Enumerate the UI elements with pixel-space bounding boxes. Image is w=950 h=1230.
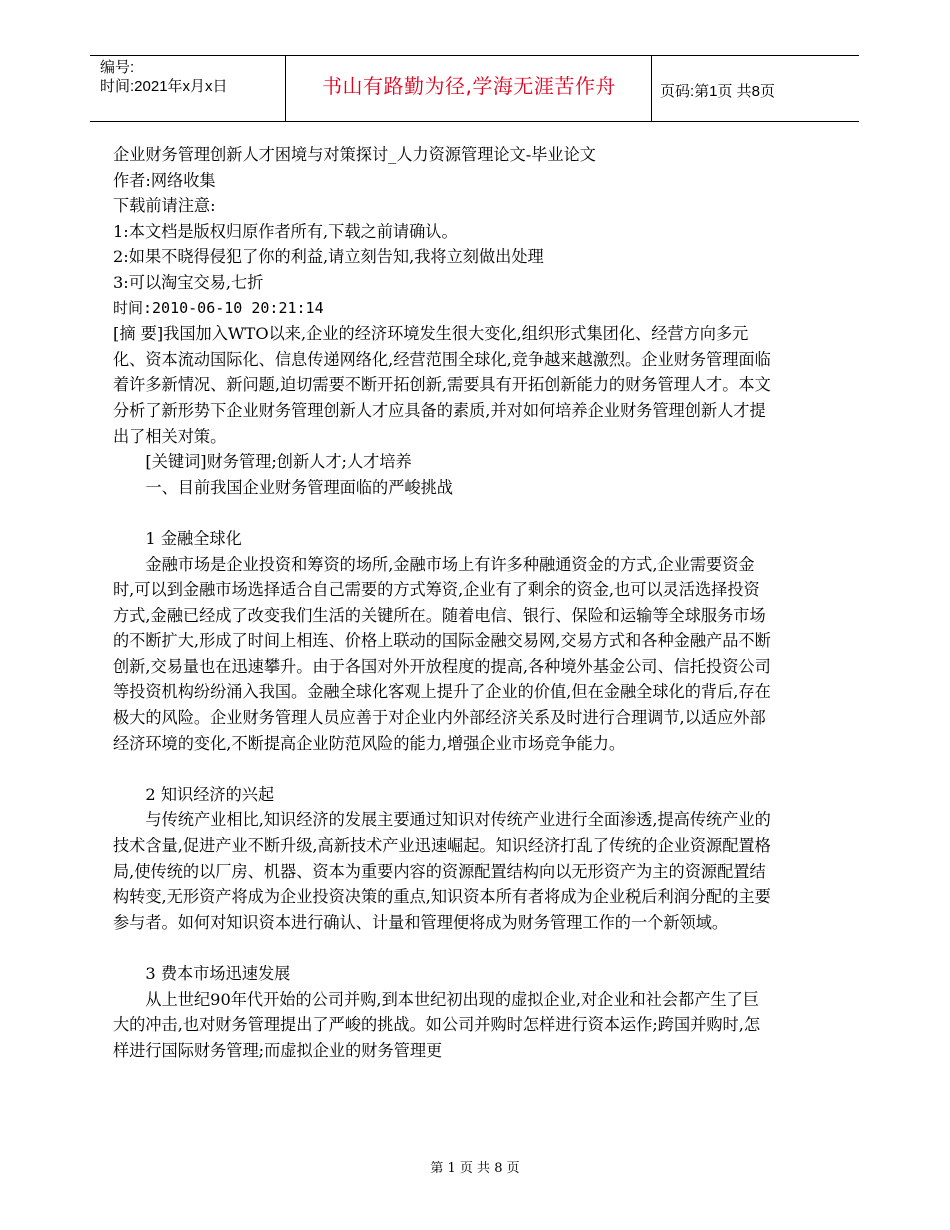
notice-item-2: 2:如果不晓得侵犯了你的利益,请立刻告知,我将立刻做出处理 — [113, 247, 544, 267]
paragraph-1: 金融市场是企业投资和筹资的场所,金融市场上有许多种融通资金的方式,企业需要资金时,可以到金融市场选择适合自己需要的方式筹资,企业有了剩余的资金,也可以灵活选择投资方式,金融已经成了改变我们生活的关键所在。随着电信、银行、保险和运输等全球服务市场的不断扩大,形成了时间上相连、价格上联动的国际金融交易网,交易方式和各种金融产品不断创新,交易量也在迅速攀升。由于各国对外开放程度的提高,各种境外基金公司、信托投资公司等投资机构纷纷涌入我国。金融全球化客观上提升了企业的价值,但在金融全球化的背后,存在极大的风险。企业财务管理人员应善于对企业内外部经济关系及时进行合理调节,以适应外部经济环境的变化,不断提高企业防范风险的能力,增强企业市场竞争能力。 — [113, 554, 771, 753]
header-meta — [100, 58, 228, 96]
spacer — [113, 756, 773, 782]
spacer — [113, 935, 773, 961]
subheading-2: 2 知识经济的兴起 — [145, 784, 275, 804]
header-divider-left — [285, 55, 286, 121]
header-top-rule — [90, 55, 859, 56]
header-divider-right — [651, 55, 652, 121]
paragraph-2: 与传统产业相比,知识经济的发展主要通过知识对传统产业进行全面渗透,提高传统产业的技术含量,促进产业不断升级,高新技术产业迅速崛起。知识经济打乱了传统的企业资源配置格局,使传统的以厂房、机器、资本为重要内容的资源配置结构向以无形资产为主的资源配置结构转变,无形资产将成为企业投资决策的重点,知识资本所有者将成为企业税后利润分配的主要参与者。如何对知识资本进行确认、计量和管理便将成为财务管理工作的一个新领域。 — [113, 810, 771, 932]
article-author: 作者:网络收集 — [113, 170, 216, 190]
article-datetime: 时间:2010-06-10 20:21:14 — [113, 298, 324, 317]
article-abstract: [摘 要]我国加入WTO以来,企业的经济环境发生很大变化,组织形式集团化、经营方向多元化、资本流动国际化、信息传递网络化,经营范围全球化,竞争越来越激烈。企业财务管理面临着许多新情况、新问题,迫切需要不断开拓创新,需要具有开拓创新能力的财务管理人才。本文分析了新形势下企业财务管理创新人才应具备的素质,并对如何培养企业财务管理创新人才提出了相关对策。 — [113, 324, 771, 446]
spacer — [113, 500, 773, 526]
subheading-3: 3 费本市场迅速发展 — [145, 964, 291, 983]
paragraph-3: 从上世纪90年代开始的公司并购,到本世纪初出现的虚拟企业,对企业和社会都产生了巨大的冲击,也对财务管理提出了严峻的挑战。如公司并购时怎样进行资本运作;跨国并购时,怎样进行国际财务管理;而虚拟企业的财务管理更 — [113, 989, 761, 1060]
document-number-label: 编号: — [100, 59, 135, 76]
notice-title: 下载前请注意: — [113, 196, 216, 216]
header-bottom-rule — [90, 121, 859, 122]
notice-item-3: 3:可以淘宝交易,七折 — [113, 272, 264, 292]
header-motto: 书山有路勤为径,学海无涯苦作舟 — [322, 74, 616, 98]
notice-item-1: 1:本文档是版权归原作者所有,下载之前请确认。 — [113, 221, 458, 241]
header-page-info: 页码:第1页 共8页 — [660, 83, 776, 100]
article-keywords: [关键词]财务管理;创新人才;人才培养 — [145, 452, 412, 472]
page-footer: 第 1 页 共 8 页 — [430, 1161, 520, 1176]
document-body — [113, 142, 773, 1063]
article-title: 企业财务管理创新人才困境与对策探讨_人力资源管理论文-毕业论文 — [113, 145, 596, 164]
section-heading-1: 一、目前我国企业财务管理面临的严峻挑战 — [145, 477, 453, 497]
document-time-label: 时间:2021年x月x日 — [100, 78, 228, 95]
subheading-1: 1 金融全球化 — [145, 528, 242, 548]
